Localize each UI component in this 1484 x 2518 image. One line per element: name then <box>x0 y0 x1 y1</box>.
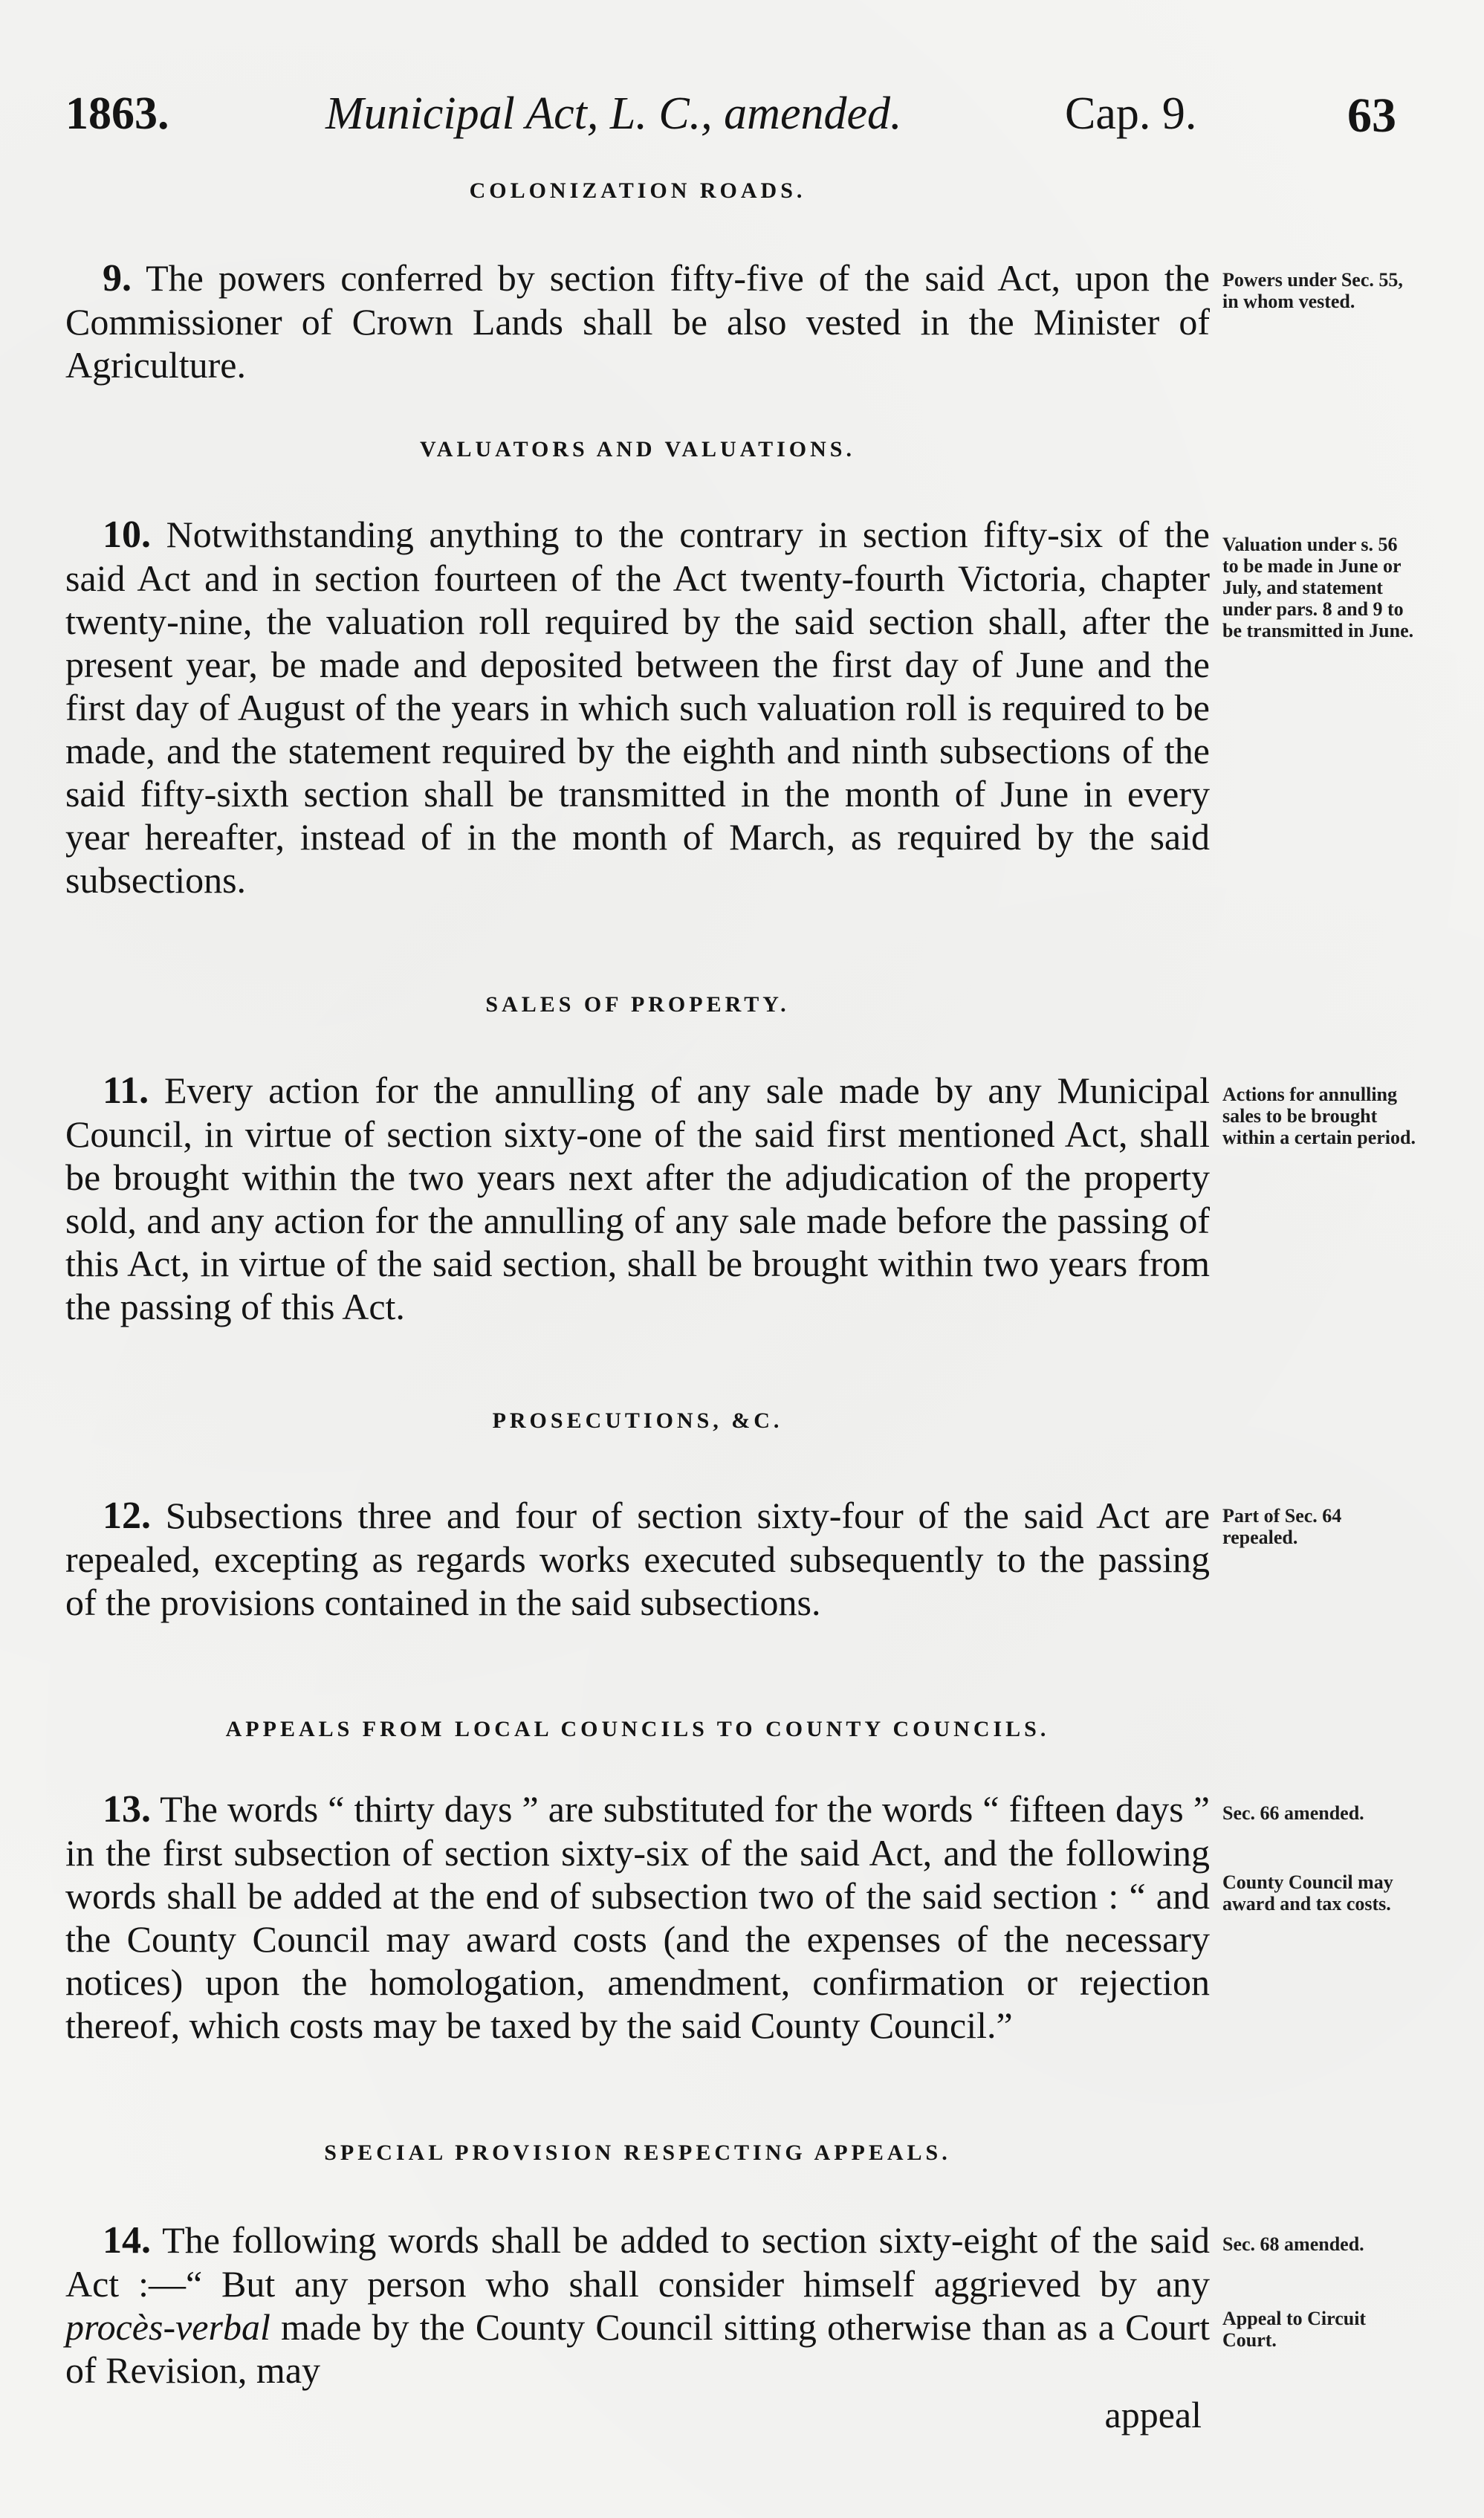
section-text-italic: procès-verbal <box>65 2306 270 2348</box>
header-title: Municipal Act, L. C., amended. <box>325 88 902 139</box>
section-number: 12. <box>103 1495 151 1537</box>
section-heading: SALES OF PROPERTY. <box>485 992 790 1017</box>
section-text: Every action for the annulling of any sale made by any Municipal Council, in virtue of section sixty-one of the said first mentioned Act, shall be brought within the two years next after the adjudication of the property sold, and any action for the annulling of any sale made before the passing of this Act, in virtue of the said section, shall be brought within two years from the passing of this Act. <box>65 1069 1210 1327</box>
section-heading: COLONIZATION ROADS. <box>469 178 806 203</box>
section-paragraph <box>65 2218 1210 2392</box>
section-number: 9. <box>103 257 132 300</box>
section-heading: VALUATORS AND VALUATIONS. <box>420 437 855 462</box>
section-paragraph <box>65 256 1210 386</box>
running-header <box>65 88 1425 147</box>
section-paragraph <box>65 1787 1210 2047</box>
margin-note: County Council may award and tax costs. <box>1222 1871 1393 1915</box>
section-number: 11. <box>103 1069 149 1112</box>
section-paragraph <box>65 513 1210 902</box>
margin-note: Appeal to Circuit Court. <box>1222 2308 1367 2351</box>
section-heading: SPECIAL PROVISION RESPECTING APPEALS. <box>324 2140 951 2165</box>
margin-note: Sec. 66 amended. <box>1222 1802 1364 1824</box>
section-paragraph <box>65 1494 1210 1624</box>
section-text: made by the County Council sitting otherwise than as a Court of Revision, may <box>65 2306 1210 2391</box>
header-year: 1863. <box>65 88 169 139</box>
margin-note: Sec. 68 amended. <box>1222 2233 1364 2255</box>
margin-note: Valuation under s. 56 to be made in June or July, and statement under pars. 8 and 9 to be transmitted in June. <box>1222 534 1414 641</box>
section-heading: APPEALS FROM LOCAL COUNCILS TO COUNTY COUNCILS. <box>225 1717 1050 1741</box>
section-heading: PROSECUTIONS, &C. <box>492 1408 783 1433</box>
section-number: 14. <box>103 2219 151 2262</box>
section-text: The powers conferred by section fifty-five of the said Act, upon the Commissioner of Crown Lands shall be also vested in the Minister of Agriculture. <box>65 257 1210 386</box>
section-number: 10. <box>103 514 151 556</box>
header-chapter: Cap. 9. <box>1065 88 1197 139</box>
section-text: Notwithstanding anything to the contrary in section fifty-six of the said Act and in section fourteen of the Act twenty-fourth Victoria, chapter twenty-nine, the valuation roll required by the said section shall, after the present year, be made and deposited between the first day of June and the first day of August of the years in which such valuation roll is required to be made, and the statement required by the eighth and ninth subsections of the said fifty-sixth section shall be transmitted in the month of June in every year hereafter, instead of in the month of March, as required by the said subsections. <box>65 514 1211 901</box>
section-number: 13. <box>103 1788 151 1831</box>
margin-note: Part of Sec. 64 repealed. <box>1222 1505 1342 1548</box>
section-text: The words “ thirty days ” are substituted for the words “ fifteen days ” in the first subsection of section sixty-six of the said Act, and the following words shall be added at the end of subsection two of the said section : “ and the County Council may award costs (and the expenses of the necessary notices) upon the homologation, amendment, confirmation or rejection thereof, which costs may be taxed by the said County Council.” <box>65 1788 1210 2046</box>
margin-note: Actions for annulling sales to be brought within a certain period. <box>1222 1084 1416 1148</box>
section-text: The following words shall be added to section sixty-eight of the said Act :—“ But any person who shall consider himself aggrieved by any <box>65 2219 1210 2305</box>
section-text: Subsections three and four of section sixty-four of the said Act are repealed, excepting as regards works executed subsequently to the passing of the provisions contained in the said subsections. <box>65 1495 1211 1623</box>
catchword: appeal <box>1104 2394 1202 2436</box>
section-paragraph <box>65 1069 1210 1328</box>
margin-note: Powers under Sec. 55, in whom vested. <box>1222 269 1403 312</box>
page-number: 63 <box>1347 88 1396 143</box>
